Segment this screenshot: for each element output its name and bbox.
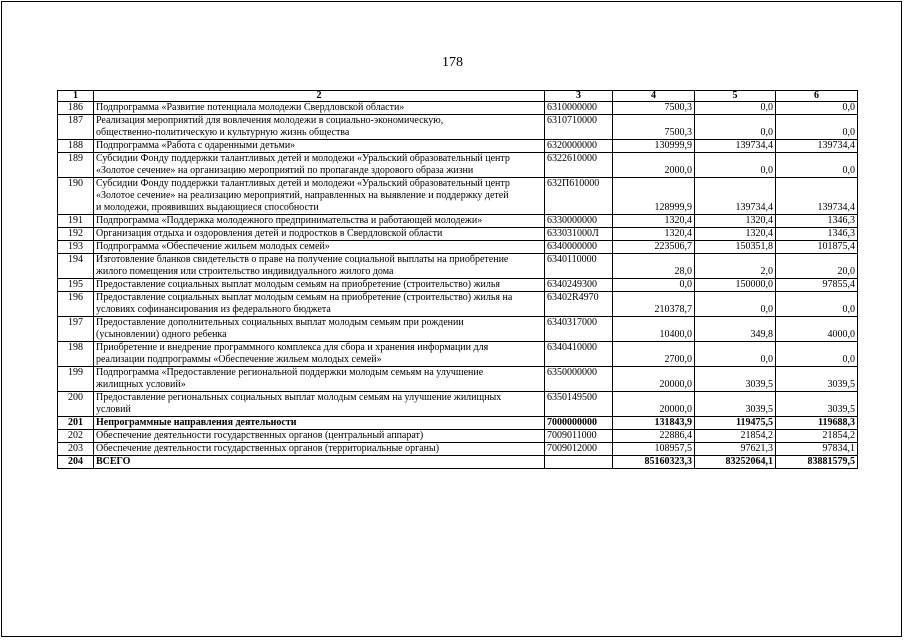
row-number: 199: [58, 367, 94, 392]
row-value-col4: 1320,4: [613, 228, 695, 241]
row-code: 633031000Л: [545, 228, 613, 241]
header-cell-3: 3: [545, 91, 613, 102]
row-value-col6: 97855,4: [776, 279, 858, 292]
row-value-col5: 0,0: [695, 115, 776, 140]
row-value-col6: 139734,4: [776, 140, 858, 153]
row-name-line: Приобретение и внедрение программного комплекса для сбора и хранения информации для: [96, 342, 489, 353]
table-row: [58, 228, 858, 241]
row-value-col6: 97834,1: [776, 443, 858, 456]
table-row: [58, 292, 858, 317]
row-number: 202: [58, 430, 94, 443]
table-row: [58, 392, 858, 417]
table-row: [58, 153, 858, 178]
row-name: [94, 430, 545, 443]
row-name-line: условий: [96, 404, 131, 415]
table-row: [58, 215, 858, 228]
row-code: 6320000000: [545, 140, 613, 153]
table-row: [58, 417, 858, 430]
row-value-col5: 1320,4: [695, 215, 776, 228]
row-name: [94, 443, 545, 456]
row-code: 6340410000: [545, 342, 613, 367]
row-name-line: Подпрограмма «Поддержка молодежного предпринимательства и работающей молодежи»: [96, 215, 483, 226]
page-number: 178: [442, 55, 463, 70]
row-value-col4: 210378,7: [613, 292, 695, 317]
table-row: [58, 140, 858, 153]
row-name-line: общественно-политическую и культурную жизнь общества: [96, 127, 350, 138]
row-value-col4: 1320,4: [613, 215, 695, 228]
row-name-line: Субсидии Фонду поддержки талантливых детей и молодежи «Уральский образовательный центр: [96, 153, 510, 164]
table-header-row: [58, 91, 858, 102]
row-name-line: Подпрограмма «Развитие потенциала молодежи Свердловской области»: [96, 102, 405, 113]
row-value-col5: 2,0: [695, 254, 776, 279]
row-number: 200: [58, 392, 94, 417]
row-code: 6310710000: [545, 115, 613, 140]
row-name-line: Предоставление социальных выплат молодым семьям на приобретение (строительство) жилья на: [96, 292, 513, 303]
row-value-col4: 20000,0: [613, 392, 695, 417]
row-value-col4: 10400,0: [613, 317, 695, 342]
row-code: 6330000000: [545, 215, 613, 228]
row-code: 7009011000: [545, 430, 613, 443]
row-value-col5: 0,0: [695, 102, 776, 115]
row-name: [94, 456, 545, 469]
row-name: [94, 215, 545, 228]
row-name: [94, 254, 545, 279]
row-name: [94, 367, 545, 392]
row-value-col6: 3039,5: [776, 367, 858, 392]
row-name-line: Реализация мероприятий для вовлечения молодежи в социально-экономическую,: [96, 115, 444, 126]
table-row: [58, 254, 858, 279]
table-row: [58, 456, 858, 469]
row-number: 189: [58, 153, 94, 178]
header-cell-4: 4: [613, 91, 695, 102]
table-row: [58, 342, 858, 367]
row-value-col4: 130999,9: [613, 140, 695, 153]
row-name: [94, 228, 545, 241]
row-code: 6340317000: [545, 317, 613, 342]
row-name-line: «Золотое сечение» на реализацию мероприятий, направленных на выявление и поддержку детей: [96, 190, 509, 201]
row-name: [94, 292, 545, 317]
row-name-line: Непрограммные направления деятельности: [96, 417, 297, 428]
row-name: [94, 178, 545, 215]
row-value-col5: 139734,4: [695, 140, 776, 153]
table-row: [58, 178, 858, 215]
row-number: 196: [58, 292, 94, 317]
row-value-col6: 3039,5: [776, 392, 858, 417]
row-name-line: «Золотое сечение» на организацию мероприятий по пропаганде здорового образа жизни: [96, 165, 474, 176]
row-value-col6: 83881579,5: [776, 456, 858, 469]
row-code: 6350000000: [545, 367, 613, 392]
table-row: [58, 102, 858, 115]
row-value-col5: 1320,4: [695, 228, 776, 241]
table-row: [58, 430, 858, 443]
row-number: 204: [58, 456, 94, 469]
row-name-line: Изготовление бланков свидетельств о праве на получение социальной выплаты на приобретение: [96, 254, 509, 265]
row-code: 6340249300: [545, 279, 613, 292]
row-value-col6: 0,0: [776, 153, 858, 178]
row-value-col5: 150351,8: [695, 241, 776, 254]
table-row: [58, 115, 858, 140]
row-code: 7009012000: [545, 443, 613, 456]
header-cell-2: 2: [94, 91, 545, 102]
row-number: 193: [58, 241, 94, 254]
row-name-line: Подпрограмма «Работа с одаренными детьми»: [96, 140, 296, 151]
row-name-line: жилого помещения или строительство индивидуального жилого дома: [96, 266, 394, 277]
row-name-line: Организация отдыха и оздоровления детей и подростков в Свердловской области: [96, 228, 443, 239]
row-code: [545, 456, 613, 469]
row-value-col4: 2000,0: [613, 153, 695, 178]
row-value-col4: 128999,9: [613, 178, 695, 215]
row-name: [94, 317, 545, 342]
row-name: [94, 102, 545, 115]
row-value-col5: 119475,5: [695, 417, 776, 430]
row-number: 203: [58, 443, 94, 456]
row-name: [94, 115, 545, 140]
row-number: 188: [58, 140, 94, 153]
row-number: 186: [58, 102, 94, 115]
row-code: 63402R4970: [545, 292, 613, 317]
budget-table: [57, 90, 858, 469]
row-name-line: (усыновлении) одного ребенка: [96, 329, 227, 340]
row-value-col6: 4000,0: [776, 317, 858, 342]
header-cell-6: 6: [776, 91, 858, 102]
row-value-col5: 150000,0: [695, 279, 776, 292]
row-value-col5: 97621,3: [695, 443, 776, 456]
row-value-col6: 101875,4: [776, 241, 858, 254]
table-body: [58, 91, 858, 469]
row-name-line: условиях софинансирования из федерального бюджета: [96, 304, 331, 315]
row-value-col6: 20,0: [776, 254, 858, 279]
row-value-col4: 131843,9: [613, 417, 695, 430]
row-name: [94, 279, 545, 292]
row-code: 632П610000: [545, 178, 613, 215]
row-value-col4: 108957,5: [613, 443, 695, 456]
table-row: [58, 317, 858, 342]
row-number: 197: [58, 317, 94, 342]
row-value-col6: 0,0: [776, 292, 858, 317]
row-value-col5: 0,0: [695, 342, 776, 367]
row-value-col5: 3039,5: [695, 367, 776, 392]
row-value-col4: 0,0: [613, 279, 695, 292]
header-cell-5: 5: [695, 91, 776, 102]
row-value-col6: 0,0: [776, 342, 858, 367]
row-number: 191: [58, 215, 94, 228]
row-name-line: Обеспечение деятельности государственных органов (центральный аппарат): [96, 430, 424, 441]
row-name-line: реализации подпрограммы «Обеспечение жильем молодых семей»: [96, 354, 382, 365]
row-name-line: Обеспечение деятельности государственных органов (территориальные органы): [96, 443, 440, 454]
row-value-col4: 28,0: [613, 254, 695, 279]
row-value-col5: 83252064,1: [695, 456, 776, 469]
row-name: [94, 153, 545, 178]
row-value-col5: 0,0: [695, 153, 776, 178]
row-code: 6340110000: [545, 254, 613, 279]
row-code: 6322610000: [545, 153, 613, 178]
row-number: 187: [58, 115, 94, 140]
row-value-col4: 20000,0: [613, 367, 695, 392]
row-code: 6340000000: [545, 241, 613, 254]
row-name-line: Предоставление региональных социальных выплат молодым семьям на улучшение жилищных: [96, 392, 502, 403]
row-name-line: Подпрограмма «Обеспечение жильем молодых семей»: [96, 241, 330, 252]
table-row: [58, 443, 858, 456]
row-value-col6: 1346,3: [776, 215, 858, 228]
row-value-col4: 22886,4: [613, 430, 695, 443]
row-number: 190: [58, 178, 94, 215]
row-name: [94, 417, 545, 430]
row-name: [94, 241, 545, 254]
row-value-col5: 3039,5: [695, 392, 776, 417]
row-number: 201: [58, 417, 94, 430]
row-number: 195: [58, 279, 94, 292]
row-value-col5: 139734,4: [695, 178, 776, 215]
table-row: [58, 241, 858, 254]
row-code: 7000000000: [545, 417, 613, 430]
row-name: [94, 392, 545, 417]
row-value-col4: 2700,0: [613, 342, 695, 367]
row-code: 6350149500: [545, 392, 613, 417]
header-cell-1: 1: [58, 91, 94, 102]
row-name-line: жилищных условий»: [96, 379, 186, 390]
row-value-col4: 85160323,3: [613, 456, 695, 469]
row-value-col6: 139734,4: [776, 178, 858, 215]
table-row: [58, 367, 858, 392]
row-number: 192: [58, 228, 94, 241]
row-value-col6: 0,0: [776, 115, 858, 140]
row-code: 6310000000: [545, 102, 613, 115]
row-value-col4: 7500,3: [613, 102, 695, 115]
row-name-line: Подпрограмма «Предоставление региональной поддержки молодым семьям на улучшение: [96, 367, 484, 378]
row-value-col5: 21854,2: [695, 430, 776, 443]
row-number: 198: [58, 342, 94, 367]
row-value-col6: 1346,3: [776, 228, 858, 241]
row-name-line: Предоставление дополнительных социальных выплат молодым семьям при рождении: [96, 317, 464, 328]
row-value-col6: 119688,3: [776, 417, 858, 430]
table-row: [58, 279, 858, 292]
row-value-col6: 21854,2: [776, 430, 858, 443]
row-name: [94, 140, 545, 153]
row-name: [94, 342, 545, 367]
row-name-line: и молодежи, проявивших выдающиеся способности: [96, 202, 319, 213]
row-name-line: ВСЕГО: [96, 456, 131, 467]
row-value-col6: 0,0: [776, 102, 858, 115]
row-value-col5: 0,0: [695, 292, 776, 317]
row-name-line: Субсидии Фонду поддержки талантливых детей и молодежи «Уральский образовательный центр: [96, 178, 510, 189]
row-number: 194: [58, 254, 94, 279]
row-value-col4: 7500,3: [613, 115, 695, 140]
row-value-col5: 349,8: [695, 317, 776, 342]
row-value-col4: 223506,7: [613, 241, 695, 254]
row-name-line: Предоставление социальных выплат молодым семьям на приобретение (строительство) жилья: [96, 279, 501, 290]
